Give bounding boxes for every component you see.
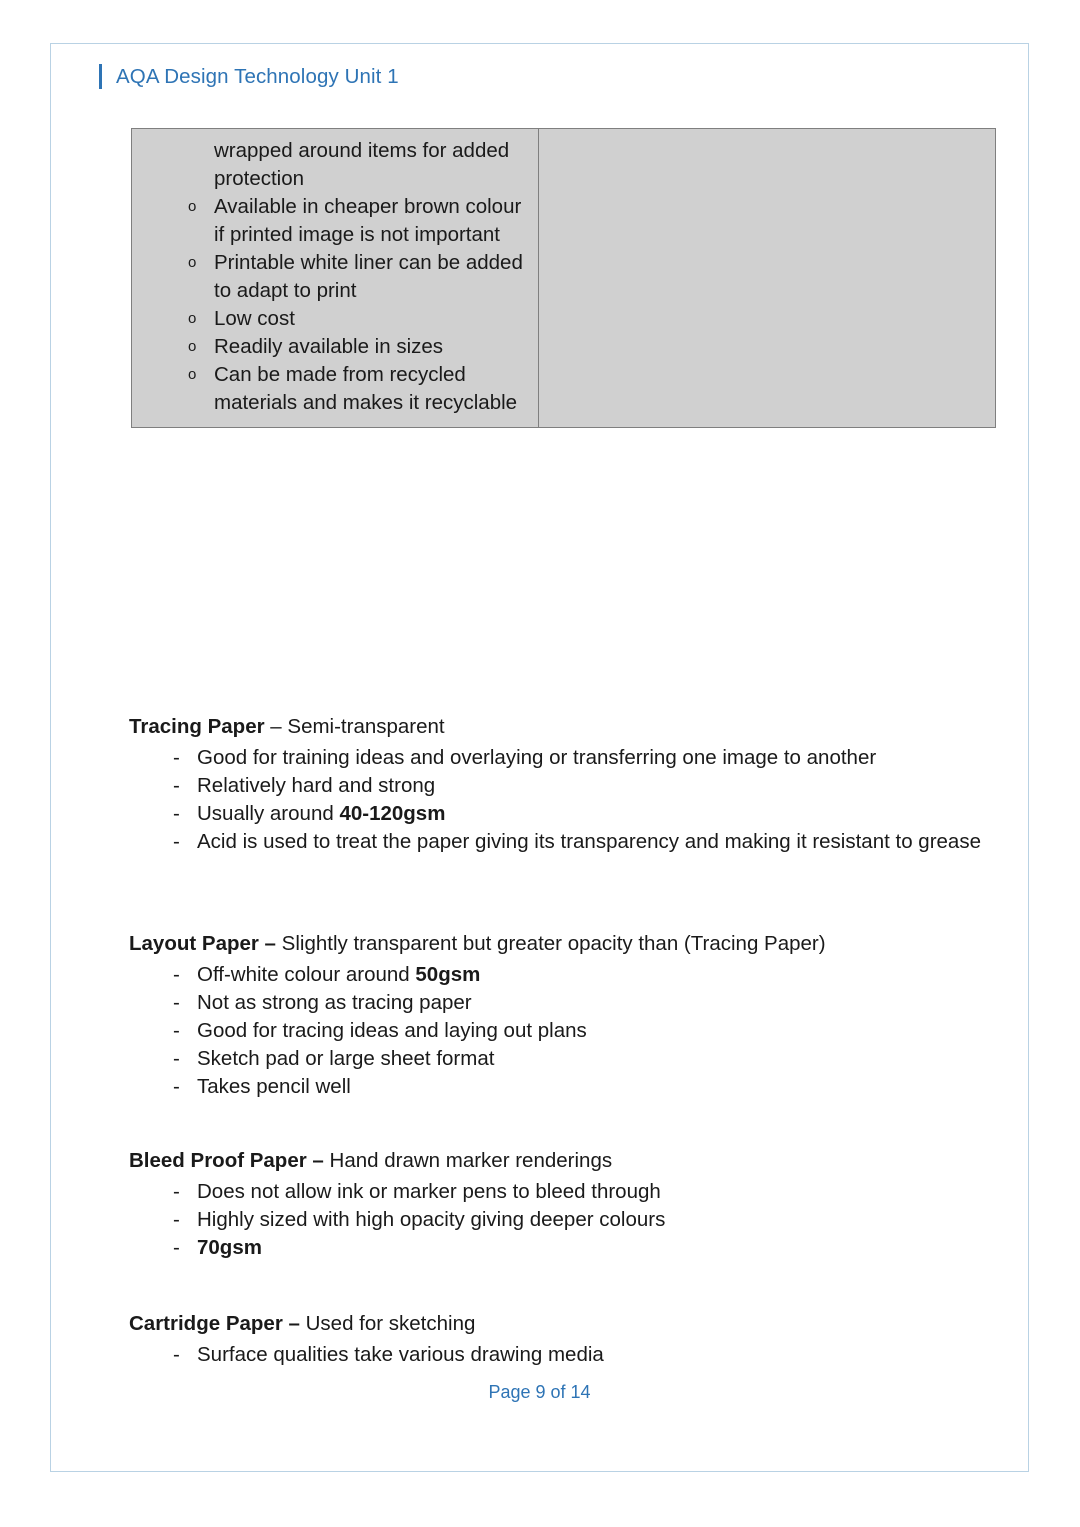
list-item <box>129 961 1009 989</box>
list-item <box>129 800 1009 828</box>
list-item-emphasis: 50gsm <box>415 963 481 986</box>
list-item-text: Usually around <box>197 802 340 825</box>
section-subtitle: Semi-transparent <box>287 715 445 738</box>
list-item: o Low cost <box>142 305 528 333</box>
section-title: Layout Paper – <box>129 932 276 955</box>
continued-text <box>142 137 528 193</box>
page-footer: Page 9 of 14 <box>488 1382 591 1402</box>
list-item-text: Relatively hard and strong <box>197 774 436 797</box>
list-item <box>129 1206 1009 1234</box>
list-item <box>129 828 1009 856</box>
section-subtitle: Used for sketching <box>305 1312 476 1335</box>
section-heading <box>129 1309 1009 1339</box>
list-item: o Printable white liner can be added to adapt to print <box>142 249 528 305</box>
list-item-text: Not as strong as tracing paper <box>197 991 472 1014</box>
section-title: Bleed Proof Paper – <box>129 1149 324 1172</box>
section-cartridge-paper <box>129 1309 1009 1369</box>
list-item-text: Surface qualities take various drawing media <box>197 1343 604 1366</box>
table-bullet-list <box>142 193 528 417</box>
section-list <box>129 1341 1009 1369</box>
continued-text-line2: protection <box>214 167 305 190</box>
section-heading <box>129 1146 1009 1176</box>
list-item-text: Highly sized with high opacity giving deeper colours <box>197 1208 666 1231</box>
header-accent-bar <box>99 64 102 89</box>
list-item-text: Sketch pad or large sheet format <box>197 1047 495 1070</box>
list-item-text: Good for tracing ideas and laying out plans <box>197 1019 587 1042</box>
document-page <box>50 43 1029 1472</box>
list-item-emphasis: 40-120gsm <box>339 802 446 825</box>
list-item <box>129 1045 1009 1073</box>
list-item-text: Acid is used to treat the paper giving its transparency and making it resistant to grease <box>197 830 981 853</box>
page-title: AQA Design Technology Unit 1 <box>116 64 399 88</box>
section-list <box>129 961 1009 1101</box>
list-item: o Can be made from recycled materials and makes it recyclable <box>142 361 528 417</box>
section-title: Tracing Paper <box>129 715 265 738</box>
section-dash: – <box>264 715 288 738</box>
list-item <box>129 1178 1009 1206</box>
content-table <box>131 128 996 428</box>
list-item: o Readily available in sizes <box>142 333 528 361</box>
list-item <box>129 772 1009 800</box>
section-heading <box>129 929 1009 959</box>
section-tracing-paper <box>129 712 1009 856</box>
table-cell-right <box>539 129 995 427</box>
list-item-text: Off-white colour around <box>197 963 416 986</box>
continued-text-line1: wrapped around items for added <box>214 139 510 162</box>
page-header <box>99 64 399 89</box>
list-item <box>129 1341 1009 1369</box>
section-layout-paper <box>129 929 1009 1101</box>
list-item-text: Does not allow ink or marker pens to bleed through <box>197 1180 661 1203</box>
list-item <box>129 1017 1009 1045</box>
list-item <box>129 1234 1009 1262</box>
section-list <box>129 1178 1009 1262</box>
section-list <box>129 744 1009 856</box>
list-item <box>129 744 1009 772</box>
list-item <box>129 989 1009 1017</box>
list-item-emphasis: 70gsm <box>197 1236 262 1259</box>
list-item-text: Takes pencil well <box>197 1075 351 1098</box>
section-subtitle: Hand drawn marker renderings <box>329 1149 613 1172</box>
list-item-text: Good for training ideas and overlaying or transferring one image to another <box>197 746 877 769</box>
list-item <box>129 1073 1009 1101</box>
section-subtitle: Slightly transparent but greater opacity than (Tracing Paper) <box>281 932 826 955</box>
section-bleed-proof-paper <box>129 1146 1009 1262</box>
table-cell-left <box>132 129 539 427</box>
section-heading <box>129 712 1009 742</box>
list-item: o Available in cheaper brown colour if printed image is not important <box>142 193 528 249</box>
section-title: Cartridge Paper – <box>129 1312 300 1335</box>
